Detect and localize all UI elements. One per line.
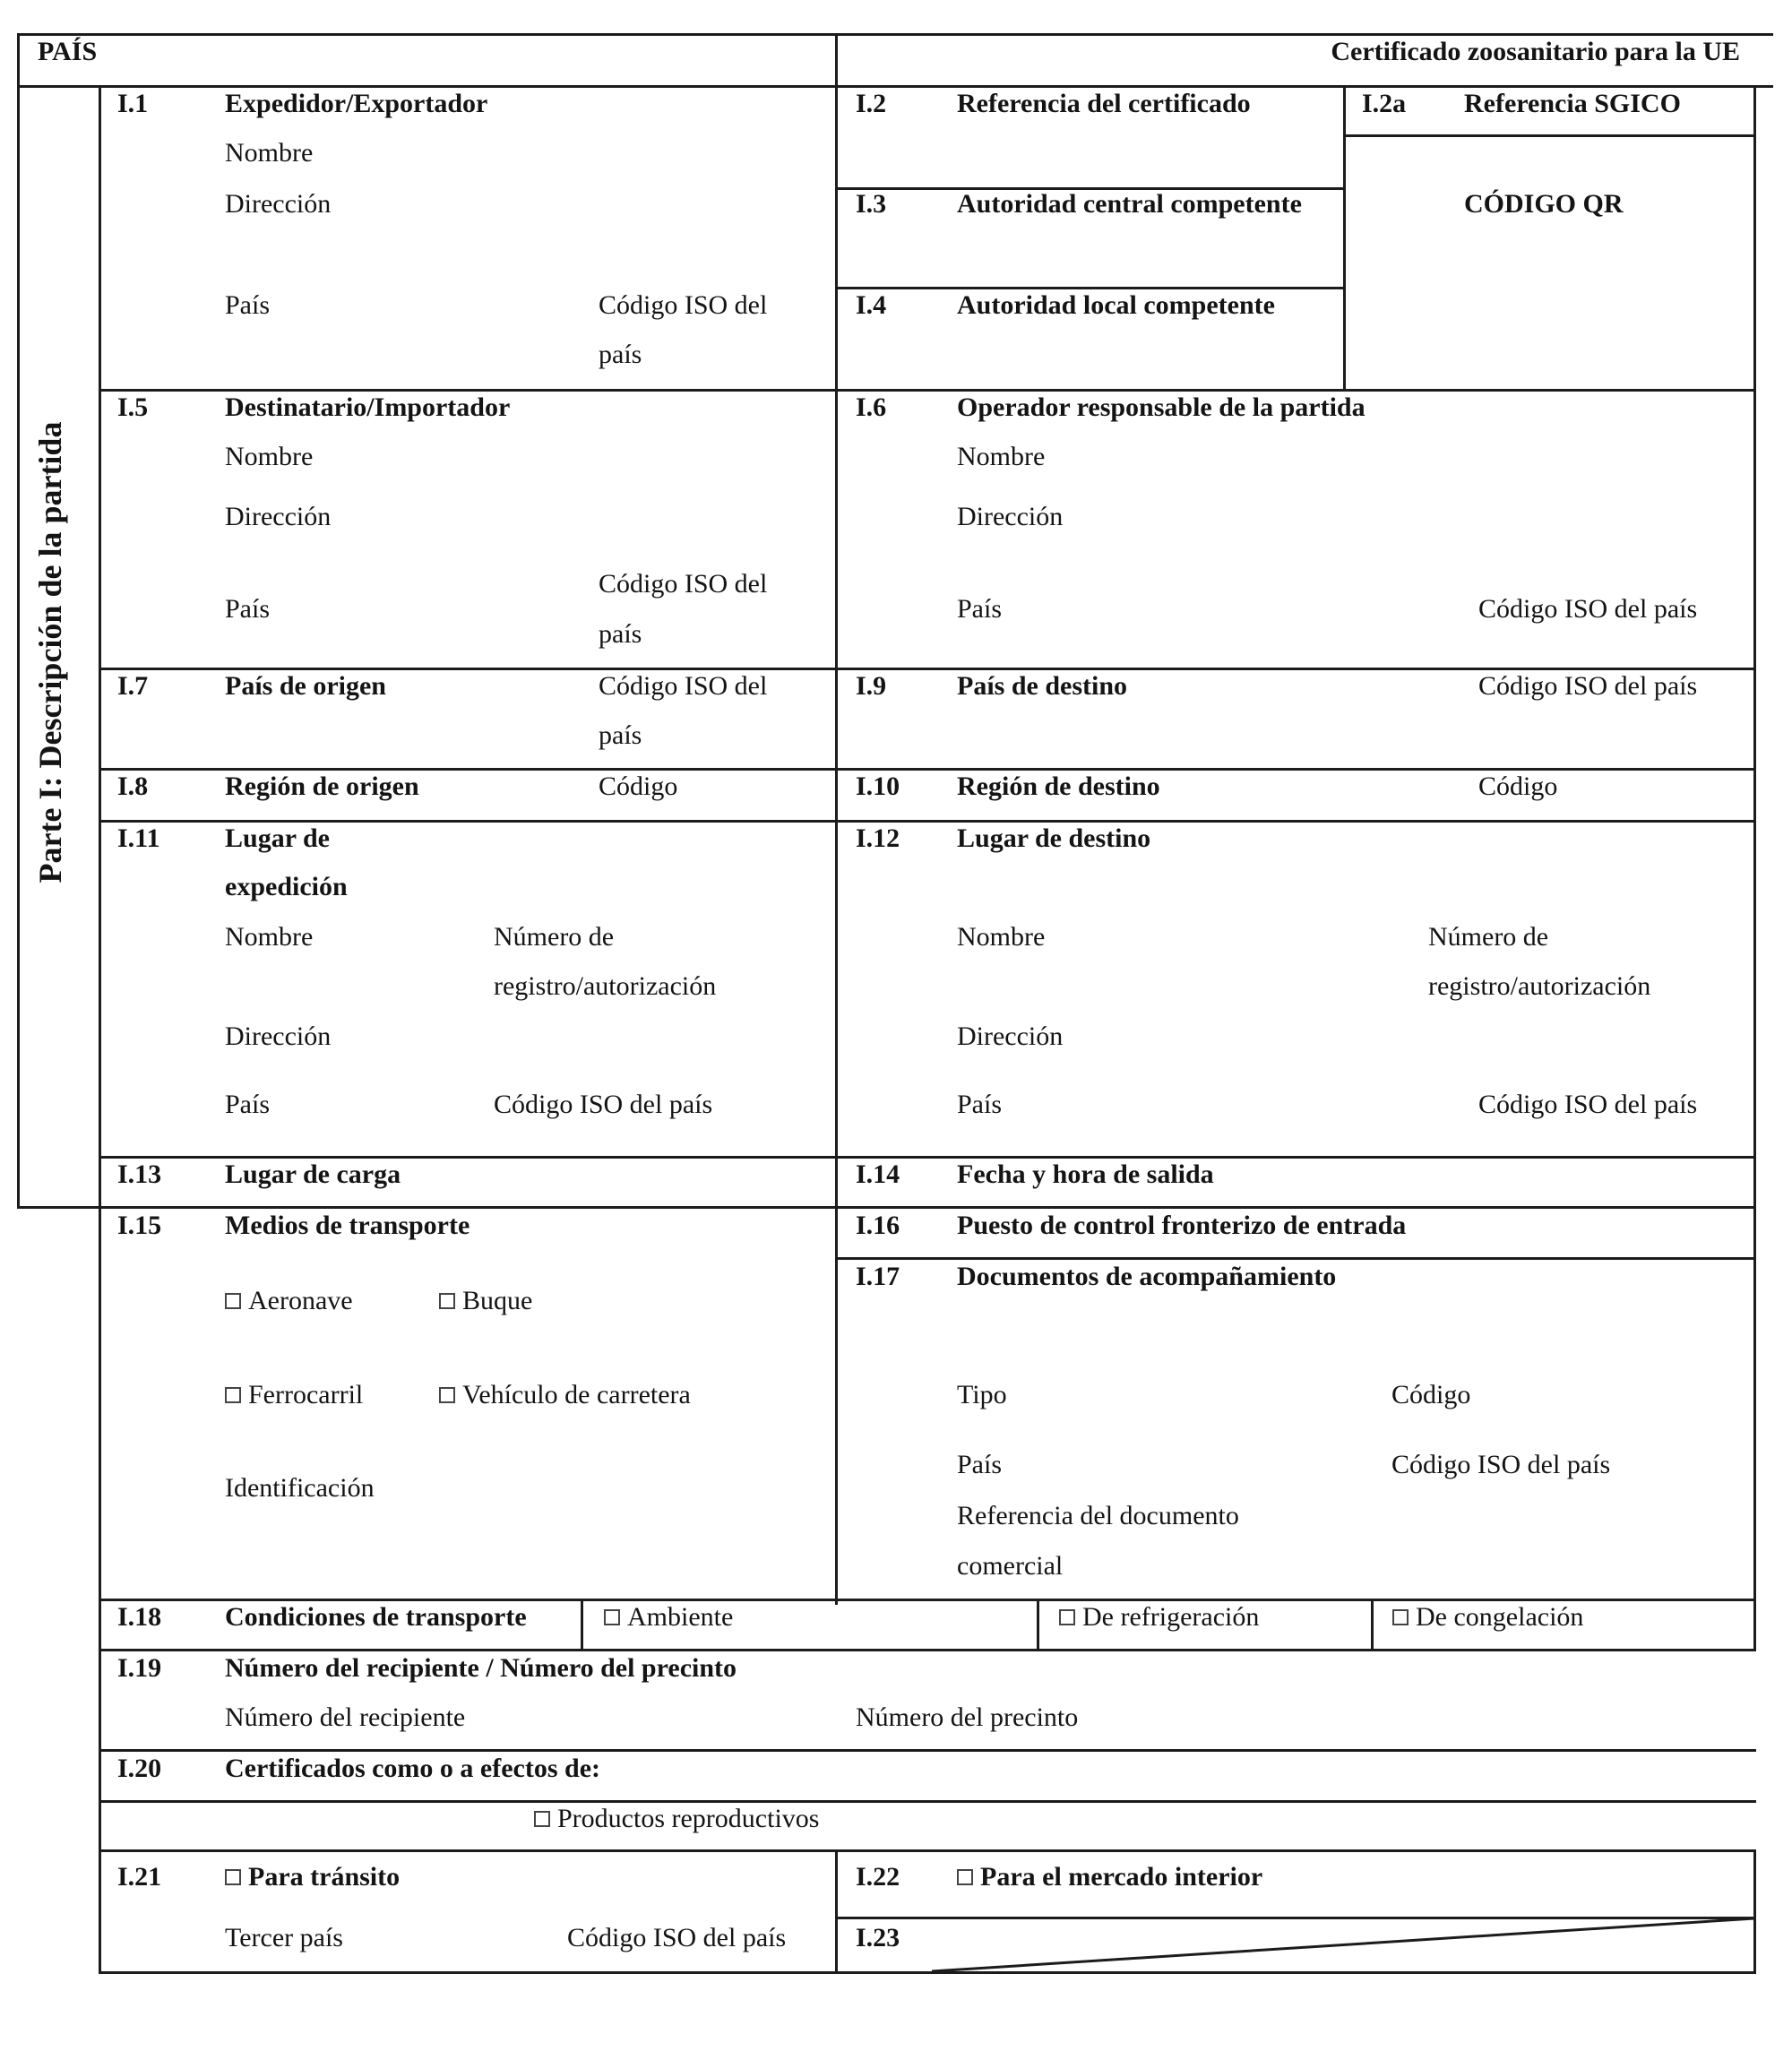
box-title: Expedidor/Exportador [225,89,488,118]
field-label-code: Código [599,771,678,801]
certificate-title: Certificado zoosanitario para la UE [1331,37,1740,66]
box-number: I.20 [117,1754,162,1783]
rule [1753,1849,1756,1972]
checkbox-reproductive-products[interactable]: Productos reproductivos [534,1801,819,1837]
field-label-iso: Código ISO del país [494,1090,713,1119]
rule [1753,85,1756,1650]
checkbox-aircraft[interactable]: Aeronave [225,1283,353,1319]
box-number: I.23 [856,1923,900,1952]
checkbox-icon [534,1811,550,1827]
checkbox-icon [1392,1609,1409,1625]
field-label-country: País [957,594,1003,624]
box-title: Lugar de [225,823,330,853]
field-label-country: País [225,594,271,624]
checkbox-icon [439,1387,455,1403]
box-title: País de destino [957,671,1128,701]
box-title: Número del recipiente / Número del precinto [225,1653,737,1683]
box-title: Región de destino [957,771,1160,801]
field-label-iso: país [599,340,642,369]
box-number: I.2a [1362,89,1407,118]
field-label-address: Dirección [957,502,1064,531]
checkbox-icon [604,1609,620,1625]
field-label-iso: Código ISO del [599,569,768,599]
checkbox-icon [225,1293,241,1309]
field-label-seal: Número del precinto [856,1702,1079,1732]
field-label-name: Nombre [225,922,314,952]
box-title: Certificados como o a efectos de: [225,1754,601,1783]
part-label: Parte I: Descripción de la partida [32,421,68,883]
field-label-address: Dirección [225,502,332,531]
field-label-address: Dirección [957,1021,1064,1051]
box-number: I.7 [117,671,149,701]
box-number: I.3 [856,189,887,219]
rule [835,1849,838,1972]
box-number: I.18 [117,1602,162,1632]
field-label-commercial-ref: Referencia del documento [957,1501,1239,1530]
field-label-code: Código [1391,1380,1471,1409]
field-label-country: País [957,1450,1003,1479]
box-number: I.5 [117,392,149,422]
box-number: I.22 [856,1862,900,1892]
box-number: I.10 [856,771,900,801]
field-label-iso: país [599,720,642,750]
field-label-name: Nombre [957,442,1046,471]
rule [99,85,101,1972]
field-label-country: País [225,290,271,320]
field-label-name: Nombre [225,442,314,471]
box-title: Puesto de control fronterizo de entrada [957,1211,1407,1240]
box-title: Medios de transporte [225,1211,470,1240]
rule [99,820,1756,823]
box-title: Lugar de destino [957,823,1151,853]
box-title: Condiciones de transporte [225,1602,527,1632]
box-number: I.4 [856,290,887,320]
box-number: I.15 [117,1211,162,1240]
checkbox-icon [439,1293,455,1309]
box-number: I.14 [856,1159,900,1189]
header-country: PAÍS [38,37,98,66]
field-label-registration: registro/autorización [494,971,717,1001]
rule [1037,1599,1039,1650]
checkbox-chilled[interactable]: De refrigeración [1059,1599,1259,1635]
field-label-registration: registro/autorización [1428,971,1651,1001]
box-title: Referencia SGICO [1464,89,1681,118]
box-title: Destinatario/Importador [225,392,511,422]
box-number: I.11 [117,823,160,853]
field-label-iso: Código ISO del país [567,1923,787,1952]
box-title: Fecha y hora de salida [957,1159,1214,1189]
field-label-iso: Código ISO del país [1391,1450,1611,1479]
checkbox-icon [225,1387,241,1403]
rule [1371,1599,1374,1650]
field-label-name: Nombre [957,922,1046,952]
box-number: I.21 [117,1862,162,1892]
field-label-address: Dirección [225,189,332,219]
checkbox-transit[interactable]: Para tránsito [225,1859,400,1895]
checkbox-icon [225,1869,241,1885]
checkbox-road-vehicle[interactable]: Vehículo de carretera [439,1377,691,1413]
field-label-country: País [957,1090,1003,1119]
field-label-iso: país [599,619,642,649]
rule [99,1800,1756,1803]
box-number: I.16 [856,1211,900,1240]
box-title: País de origen [225,671,386,701]
rule [99,1849,1756,1852]
box-number: I.9 [856,671,887,701]
field-label-country: País [225,1090,271,1119]
box-title: Lugar de carga [225,1159,401,1189]
field-label-iso: Código ISO del país [1478,1090,1698,1119]
box-title: Documentos de acompañamiento [957,1262,1337,1291]
field-label-registration: Número de [1428,922,1549,952]
rule [99,1971,1756,1974]
field-label-commercial-ref: comercial [957,1551,1064,1581]
field-label-identification: Identificación [225,1473,375,1503]
rule [1343,85,1346,390]
box-number: I.2 [856,89,887,118]
checkbox-frozen[interactable]: De congelación [1392,1599,1583,1635]
box-number: I.1 [117,89,149,118]
checkbox-ambient[interactable]: Ambiente [604,1599,733,1635]
field-label-code: Código [1478,771,1558,801]
box-title: Autoridad central competente [957,189,1302,219]
box-number: I.12 [856,823,900,853]
rule [835,33,838,1605]
field-label-third-country: Tercer país [225,1923,343,1952]
box-title: Región de origen [225,771,419,801]
field-label-name: Nombre [225,138,314,168]
field-label-iso: Código ISO del país [1478,594,1698,624]
box-title: Operador responsable de la partida [957,392,1366,422]
box-number: I.19 [117,1653,162,1683]
field-label-iso: Código ISO del [599,671,768,701]
field-label-registration: Número de [494,922,615,952]
checkbox-railway[interactable]: Ferrocarril [225,1377,363,1413]
box-number: I.13 [117,1159,162,1189]
checkbox-vessel[interactable]: Buque [439,1283,532,1319]
checkbox-icon [1059,1609,1075,1625]
box-number: I.17 [856,1262,900,1291]
checkbox-internal-market[interactable]: Para el mercado interior [957,1859,1262,1895]
box-title: expedición [225,872,348,901]
field-label-container: Número del recipiente [225,1702,466,1732]
checkbox-icon [957,1869,973,1885]
field-label-iso: Código ISO del país [1478,671,1698,701]
rule [837,1917,1756,1919]
box-title: Referencia del certificado [957,89,1251,118]
field-label-iso: Código ISO del [599,290,768,320]
qr-code-placeholder: CÓDIGO QR [1464,189,1624,219]
rule [581,1599,583,1650]
field-label-address: Dirección [225,1021,332,1051]
box-title: Autoridad local competente [957,290,1275,320]
rule [1343,134,1755,137]
box-number: I.8 [117,771,149,801]
field-label-type: Tipo [957,1380,1007,1409]
box-number: I.6 [856,392,887,422]
